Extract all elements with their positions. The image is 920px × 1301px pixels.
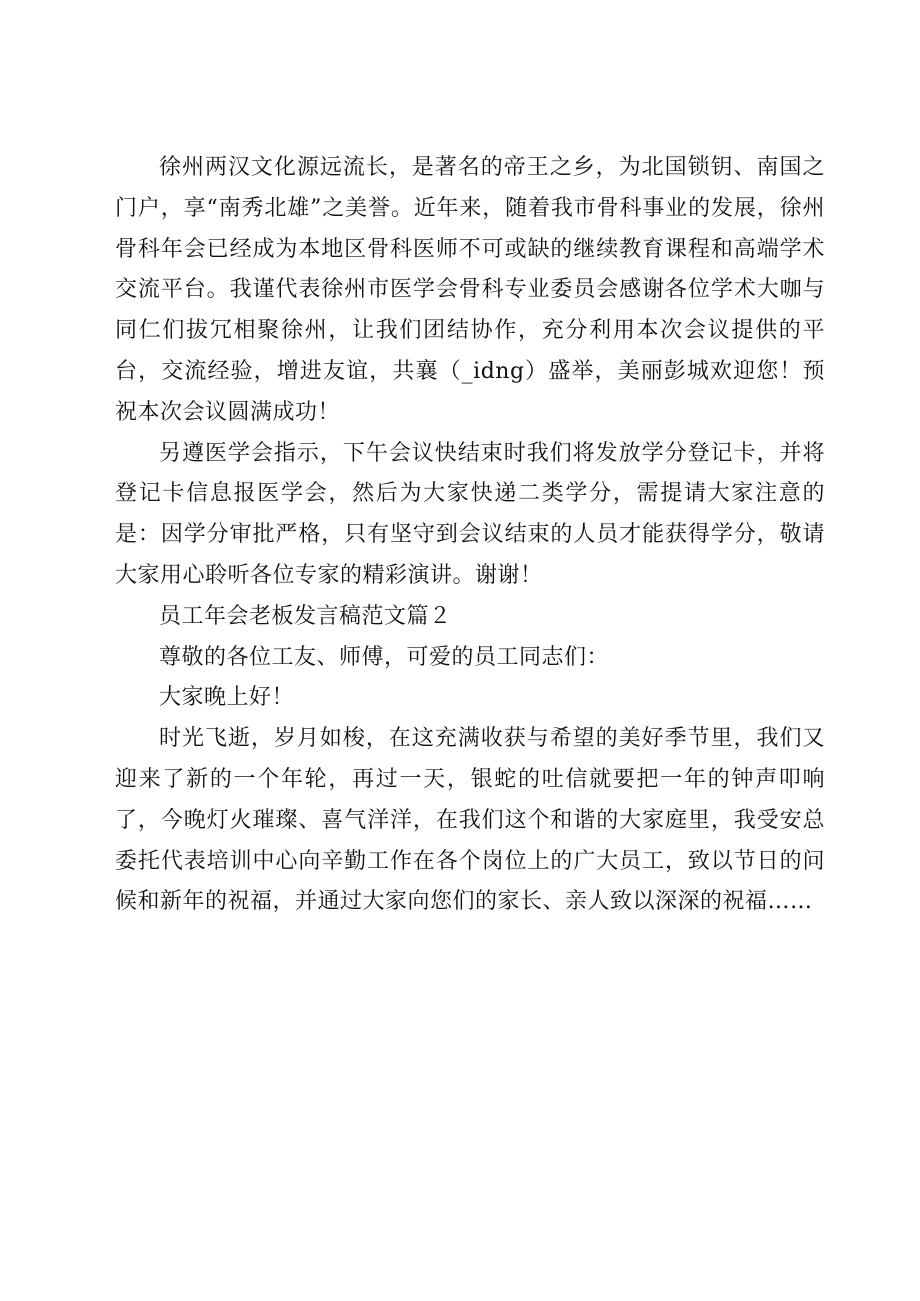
- salutation: 尊敬的各位工友、师傅，可爱的员工同志们：: [159, 644, 610, 670]
- notice-paragraph: 另遵医学会指示，下午会议快结束时我们将发放学分登记卡，并将登记卡信息报医学会，然后为大家快递二类学分，需提请大家注意的是：因学分审批严格，只有坚守到会议结束的人员才能获得学分，敬请大家用心聆听各位专家的精彩演讲。谢谢！: [115, 440, 825, 588]
- section-title: 员工年会老板发言稿范文篇２: [159, 603, 452, 629]
- intro-paragraph: 徐州两汉文化源远流长，是著名的帝王之乡，为北国锁钥、南国之门户，享“南秀北雄”之美誉。近年来，随着我市骨科事业的发展，徐州骨科年会已经成为本地区骨科医师不可或缺的继续教育课程和高端学术交流平台。我谨代表徐州市医学会骨科专业委员会感谢各位学术大咖与同仁们拔冗相聚徐州，让我们团结协作，充分利用本次会议提供的平台，交流经验，增进友谊，共襄（_idng）盛举，美丽彭城欢迎您！预祝本次会议圆满成功！: [115, 155, 825, 425]
- document-page: [115, 148, 825, 923]
- greeting: 大家晚上好！: [159, 685, 295, 711]
- closing-paragraph: 时光飞逝，岁月如梭，在这充满收获与希望的美好季节里，我们又迎来了新的一个年轮，再过一天，银蛇的吐信就要把一年的钟声叩响了，今晚灯火璀璨、喜气洋洋，在我们这个和谐的大家庭里，我受安总委托代表培训中心向辛勤工作在各个岗位上的广大员工，致以节日的问候和新年的祝福，并通过大家向您们的家长、亲人致以深深的祝福……: [115, 726, 825, 915]
